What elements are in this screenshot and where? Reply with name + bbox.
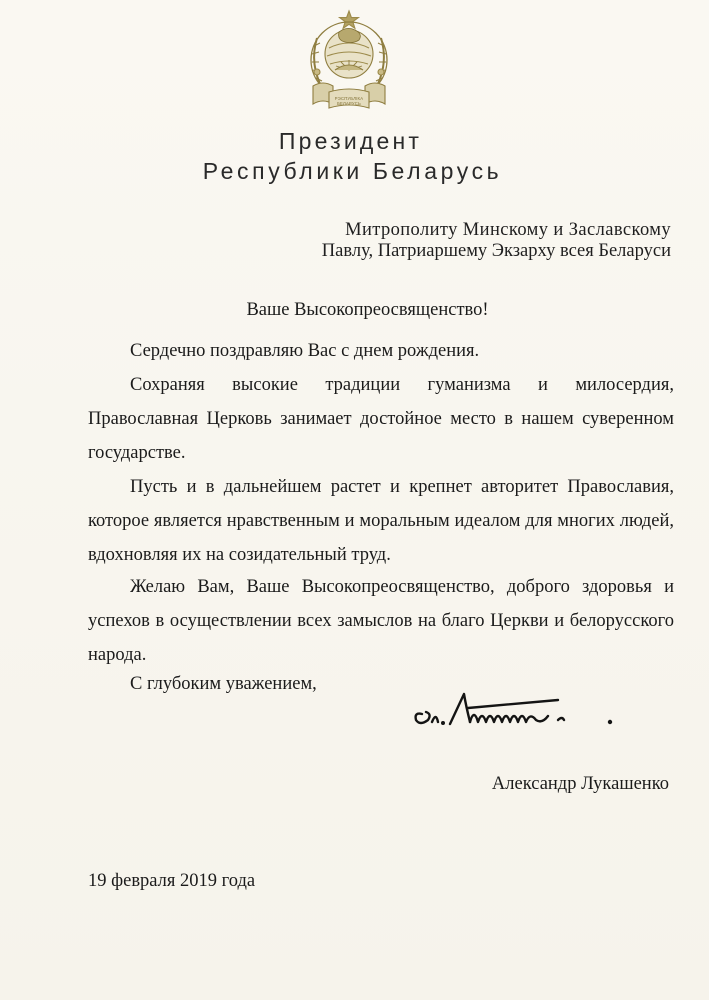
issuer-title: Президент xyxy=(278,128,423,154)
salutation: Ваше Высокопреосвященство! xyxy=(246,300,489,320)
paragraph-2 xyxy=(88,368,674,470)
state-emblem-icon xyxy=(293,8,405,120)
issuer-country: Республики Беларусь xyxy=(202,158,503,184)
paragraph-3-text: Пусть и в дальнейшем растет и крепнет авторитет Православия, которое является нравственным и моральным идеалом для многих людей, вдохновляя их на созидательный труд. xyxy=(88,477,674,565)
svg-text:БЕЛАРУСЬ: БЕЛАРУСЬ xyxy=(337,101,361,106)
paragraph-3 xyxy=(88,470,674,572)
addressee-line-2: Павлу, Патриаршему Экзарху всея Беларуси xyxy=(321,241,671,261)
paragraph-1 xyxy=(88,334,674,368)
paragraph-1-text: Сердечно поздравляю Вас с днем рождения. xyxy=(130,341,480,361)
addressee-line-1: Митрополиту Минскому и Заславскому xyxy=(345,220,671,240)
letter-date: 19 февраля 2019 года xyxy=(88,871,256,891)
paragraph-2-text: Сохраняя высокие традиции гуманизма и милосердия, Православная Церковь занимает достойное место в нашем суверенном государстве. xyxy=(88,375,674,463)
paragraph-4-text: Желаю Вам, Ваше Высокопреосвященство, доброго здоровья и успехов в осуществлении всех замыслов на благо Церкви и белорусского народа. xyxy=(88,577,674,665)
svg-text:РЭСПУБЛІКА: РЭСПУБЛІКА xyxy=(334,96,364,101)
paragraph-4 xyxy=(88,570,674,672)
signature-icon xyxy=(408,686,628,736)
signer-name: Александр Лукашенко xyxy=(491,774,669,794)
closing-phrase: С глубоким уважением, xyxy=(130,674,317,694)
